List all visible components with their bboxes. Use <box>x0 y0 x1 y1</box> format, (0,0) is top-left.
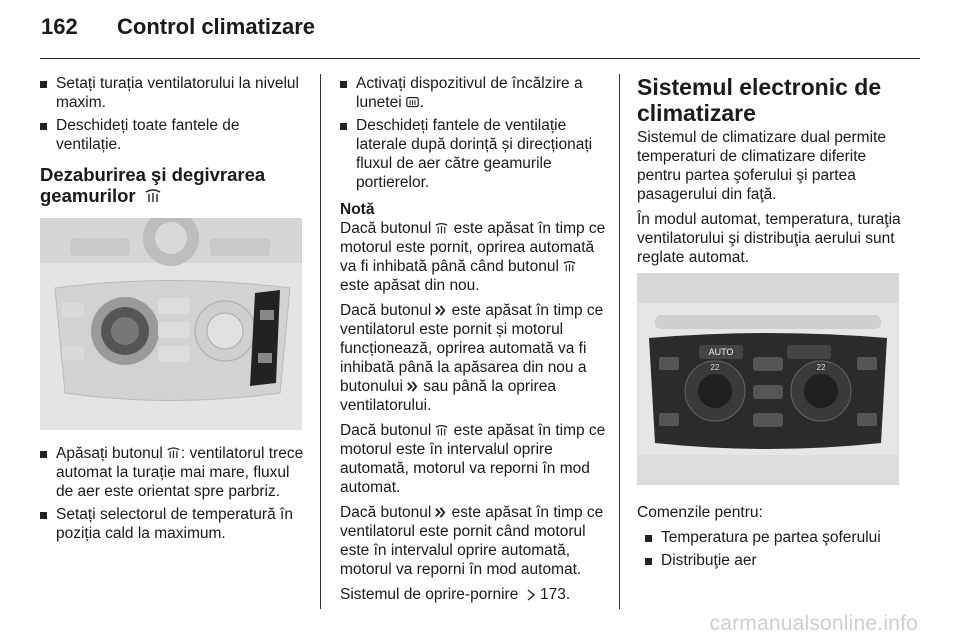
fan-off-icon <box>434 506 447 519</box>
windshield-defrost-icon <box>144 188 162 204</box>
climate-control-photo <box>637 273 899 485</box>
climate-control-image <box>637 273 899 485</box>
page-number: 162 <box>41 14 78 39</box>
windshield-defrost-icon <box>434 222 449 235</box>
list-item: Activați dispozitivul de încălzire a lunetei . <box>340 74 606 112</box>
watermark: carmanualsonline.info <box>709 612 918 635</box>
column-divider <box>320 74 321 609</box>
column-3 <box>637 74 902 574</box>
page-header <box>41 14 315 40</box>
fan-off-icon <box>406 380 419 393</box>
climate-panel-photo <box>40 218 302 430</box>
right-temp-label: 22 <box>816 363 826 372</box>
rear-window-heat-icon <box>405 96 420 109</box>
list-item: Temperatura pe partea şoferului <box>645 528 902 547</box>
subheading: Dezaburirea şi degivrarea geamurilor <box>40 164 266 206</box>
page-link[interactable]: 173. <box>539 586 571 603</box>
header-rule <box>40 58 920 59</box>
fan-off-icon <box>434 304 447 317</box>
list-item: Deschideți fantele de ventilație laterale după dorință și direcționați fluxul de aer către geamurile portierelor. <box>340 116 606 192</box>
paragraph: Dacă butonul este apăsat în timp ce ventilatorul este pornit când motorul este în intervalul oprire automată, motorul va reporni în mod automat. <box>340 504 604 578</box>
column-1 <box>40 74 308 547</box>
page-ref-arrow-icon <box>526 589 536 601</box>
paragraph: În modul automat, temperatura, turaţia ventilatorului şi distribuţia aerului sunt reglate automat. <box>637 211 901 266</box>
paragraph: Dacă butonul este apăsat în timp ce ventilatorul este pornit și motorul funcționează, oprirea automată va fi inhibată până la apăsarea din nou a butonului sau până la oprirea ventilatorului. <box>340 302 604 414</box>
windshield-defrost-icon <box>166 446 181 460</box>
list-item: Distribuţie aer <box>645 551 902 570</box>
paragraph: Comenzile pentru: <box>637 504 763 521</box>
column-2 <box>340 74 606 610</box>
windshield-defrost-icon <box>562 260 577 273</box>
list-item: Apăsați butonul : ventilatorul trece automat la turație mai mare, fluxul de aer este orientat spre parbriz. <box>40 444 308 501</box>
cross-reference: Sistemul de oprire-pornire 173. <box>340 586 571 603</box>
paragraph: Dacă butonul este apăsat în timp ce motorul este pornit, oprirea automată va fi inhibată până când butonul este apăsat din nou. <box>340 220 606 294</box>
left-temp-label: 22 <box>710 363 720 372</box>
paragraph: Sistemul de climatizare dual permite temperaturi de climatizare diferite pentru partea şoferului şi partea pasagerului din faţă. <box>637 129 886 203</box>
climate-panel-image <box>40 218 302 430</box>
windshield-defrost-icon <box>434 424 449 437</box>
list-item: Setați selectorul de temperatură în poziția cald la maximum. <box>40 505 308 543</box>
chapter-title: Control climatizare <box>117 14 316 39</box>
auto-button-label: AUTO <box>708 347 734 357</box>
list-item: Deschideți toate fantele de ventilație. <box>40 116 308 154</box>
section-heading: Sistemul electronic de climatizare <box>637 74 882 126</box>
list-item: Setați turația ventilatorului la nivelul maxim. <box>40 74 308 112</box>
column-divider <box>619 74 620 609</box>
note-label: Notă <box>340 201 375 218</box>
paragraph: Dacă butonul este apăsat în timp ce motorul este în intervalul oprire automată, motorul va reporni în mod automat. <box>340 422 606 496</box>
